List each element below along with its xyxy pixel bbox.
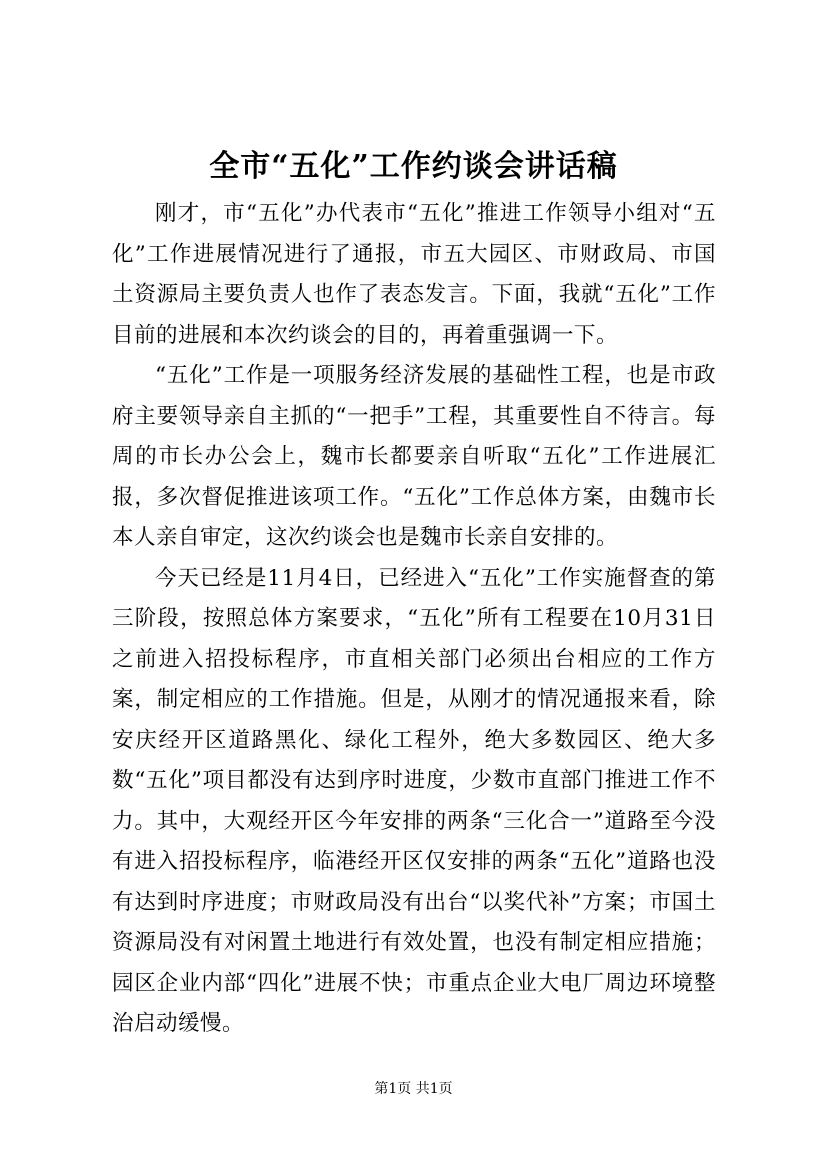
paragraph-3: 今天已经是11月4日，已经进入“五化”工作实施督查的第三阶段，按照总体方案要求，“五化”所有工程要在10月31日之前进入招投标程序，市直相关部门必须出台相应的工作方案，制定相应的工作措施。但是，从刚才的情况通报来看，除安庆经开区道路黑化、绿化工程外，绝大多数园区、绝大多数“五化”项目都没有达到序时进度，少数市直部门推进工作不力。其中，大观经开区今年安排的两条“三化合一”道路至今没有进入招投标程序，临港经开区仅安排的两条“五化”道路也没有达到时序进度；市财政局没有出台“以奖代补”方案；市国土资源局没有对闲置土地进行有效处置，也没有制定相应措施；园区企业内部“四化”进展不快；市重点企业大电厂周边环境整治启动缓慢。 <box>112 565 716 1036</box>
paragraph-2: “五化”工作是一项服务经济发展的基础性工程，也是市政府主要领导亲自主抓的“一把手”工程，其重要性自不待言。每周的市长办公会上，魏市长都要亲自听取“五化”工作进展汇报，多次督促推进该项工作。“五化”工作总体方案，由魏市长本人亲自审定，这次约谈会也是魏市长亲自安排的。 <box>112 363 716 550</box>
document-title: 全市“五化”工作约谈会讲话稿 <box>209 149 618 184</box>
paragraph-1: 刚才，市“五化”办代表市“五化”推进工作领导小组对“五化”工作进展情况进行了通报，市五大园区、市财政局、市国土资源局主要负责人也作了表态发言。下面，我就“五化”工作目前的进展和本次约谈会的目的，再着重强调一下。 <box>112 201 716 348</box>
page-number-footer: 第1页 共1页 <box>374 1081 453 1097</box>
document-body <box>112 194 716 1045</box>
